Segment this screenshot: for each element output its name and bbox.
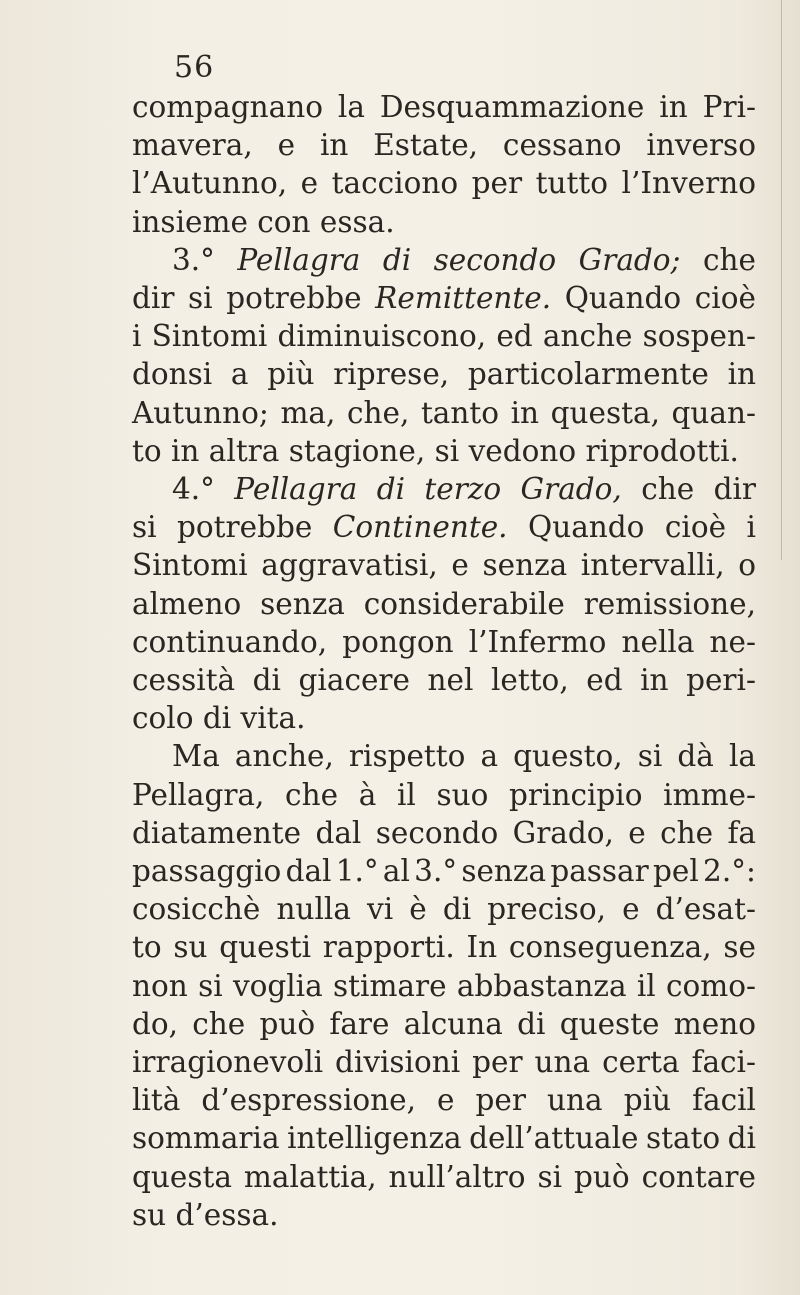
text-line: cessità di giacere nel letto, ed in peri-	[132, 663, 756, 698]
text-line: to in altra stagione, si vedono riprodotti.	[132, 433, 739, 468]
text-line: cosicchè nulla vi è di preciso, e d’esat-	[132, 892, 756, 927]
text-line: dir si potrebbe Remittente. Quando cioè	[132, 281, 756, 316]
text-line: l’Autunno, e tacciono per tutto l’Inverno	[132, 166, 756, 201]
text-line: lità d’espressione, e per una più facil	[132, 1083, 756, 1118]
text-line: Sintomi aggravatisi, e senza intervalli, o	[132, 548, 756, 583]
text-line: 4.° Pellagra di terzo Grado, che dir	[172, 472, 756, 507]
text-line: insieme con essa.	[132, 204, 395, 239]
text-line: diatamente dal secondo Grado, e che fa	[132, 815, 756, 850]
text-line: Pellagra, che à il suo principio imme-	[132, 777, 756, 812]
text-line: sommaria intelligenza dell’attuale stato di	[132, 1121, 756, 1156]
text-line: donsi a più riprese, particolarmente in	[132, 357, 756, 392]
text-line: si potrebbe Continente. Quando cioè i	[132, 510, 756, 545]
text-line: almeno senza considerabile remissione,	[132, 586, 756, 621]
text-line: colo di vita.	[132, 701, 306, 736]
text-line: irragionevoli divisioni per una certa faci-	[132, 1045, 756, 1080]
text-line: do, che può fare alcuna di queste meno	[132, 1006, 756, 1041]
body-text	[132, 88, 756, 1234]
text-line: Autunno; ma, che, tanto in questa, quan-	[132, 395, 756, 430]
text-line: passaggio dal 1.° al 3.° senza passar pel 2.°:	[132, 854, 756, 889]
text-line: non si voglia stimare abbastanza il como-	[132, 968, 756, 1003]
page-number: 56	[174, 50, 215, 85]
text-line: questa malattia, null’altro si può contare	[132, 1159, 756, 1194]
page-edge-shadow	[781, 0, 782, 560]
text-line: su d’essa.	[132, 1197, 279, 1232]
text-line: to su questi rapporti. In conseguenza, se	[132, 930, 756, 965]
text-line: Ma anche, rispetto a questo, si dà la	[172, 739, 756, 774]
text-line: mavera, e in Estate, cessano inverso	[132, 128, 756, 163]
text-line: continuando, pongon l’Infermo nella ne-	[132, 624, 756, 659]
text-line: compagnano la Desquammazione in Pri-	[132, 90, 756, 124]
text-line: i Sintomi diminuiscono, ed anche sospen-	[132, 319, 756, 354]
text-line: 3.° Pellagra di secondo Grado; che	[172, 242, 756, 277]
